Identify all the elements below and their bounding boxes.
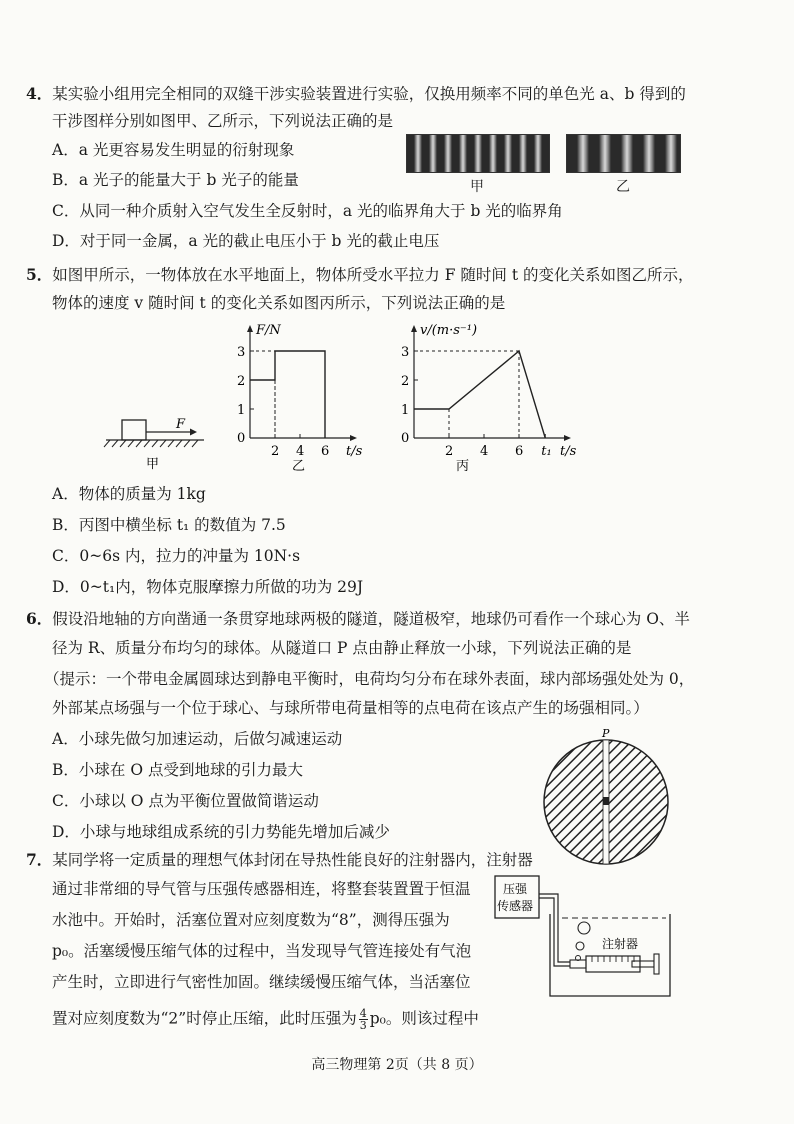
block	[122, 420, 146, 440]
water-pool	[550, 914, 670, 996]
q5-stem-line2: 物体的速度 v 随时间 t 的变化关系如图丙所示，下列说法正确的是	[52, 294, 506, 312]
q5-option-b: B．丙图中横坐标 t₁ 的数值为 7.5	[52, 516, 286, 534]
y-axis-arrow	[247, 325, 253, 332]
y-axis-label: v/(m·s⁻¹)	[420, 323, 478, 338]
q5-number: 5．	[26, 265, 53, 284]
fringe-pattern-jia	[406, 134, 550, 173]
force-arrow-head	[190, 429, 197, 436]
q6-hint-line2: 外部某点场强与一个位于球心、与球所带电荷量相等的点电荷在该点产生的场强相同。）	[52, 699, 649, 717]
q7-text1: 某同学将一定质量的理想气体封闭在导热性能良好的注射器内，注射器	[52, 851, 533, 869]
fringe-pattern-yi	[566, 134, 681, 173]
q6-option-b: B．小球在 O 点受到地球的引力最大	[52, 761, 303, 779]
origin-label: 0	[401, 431, 410, 446]
fig-jia-caption: 甲	[146, 457, 160, 472]
x-axis-label: t/s	[346, 444, 363, 459]
sensor-label-line2: 传感器	[497, 899, 534, 913]
q7-text6a: 置对应刻度数为“2”时停止压缩，此时压强为	[52, 1009, 357, 1028]
q4-stem-text1: 某实验小组用完全相同的双缝干涉实验装置进行实验，仅换用频率不同的单色光 a、b 得到的	[52, 85, 686, 103]
syringe-plunger-handle	[654, 954, 659, 974]
y-tick-label: 2	[237, 374, 246, 389]
y-tick-label: 3	[237, 345, 246, 360]
q6-hint-line1: （提示：一个带电金属圆球达到静电平衡时，电荷均匀分布在球外表面，球内部场强处处为 0，	[44, 670, 695, 688]
q4-number: 4．	[26, 84, 53, 103]
chart-caption: 丙	[456, 459, 470, 472]
y-tick-label: 2	[401, 374, 410, 389]
q5-option-d: D．0~t₁内，物体克服摩擦力所做的功为 29J	[52, 578, 364, 596]
q5-stem-line1	[26, 265, 694, 285]
x-tick-label: 4	[296, 444, 305, 459]
sensor-label-line1: 压强	[503, 882, 528, 896]
q7-line6	[52, 1008, 479, 1031]
chart-velocity-time	[396, 322, 596, 472]
q7-line3: 水池中。开始时，活塞位置对应刻度数为“8”，测得压强为	[52, 911, 450, 929]
y-tick-label: 1	[401, 403, 410, 418]
q6-stem-line2: 径为 R、质量分布均匀的球体。从隧道口 P 点由静止释放一小球，下列说法正确的是	[52, 639, 632, 657]
fringe-label-yi: 乙	[616, 179, 630, 195]
q6-stem-line1	[26, 609, 690, 629]
data-series-line	[250, 351, 325, 438]
q6-option-c: C．小球以 O 点为平衡位置做简谐运动	[52, 792, 319, 810]
fraction-denominator: 3	[359, 1019, 367, 1032]
ball	[603, 797, 609, 805]
fringe-label-jia: 甲	[470, 179, 484, 195]
q7-line2: 通过非常细的导气管与压强传感器相连，将整套装置置于恒温	[52, 880, 471, 898]
q7-text6b: p₀。则该过程中	[369, 1009, 479, 1028]
x-axis-arrow	[350, 435, 357, 441]
ground-hatching	[104, 440, 198, 447]
x-tick-label: 2	[271, 444, 280, 459]
syringe-nozzle	[570, 960, 586, 968]
page-footer: 高三物理第 2页（共 8 页）	[311, 1057, 483, 1073]
q7-line1	[26, 850, 533, 870]
q5-option-c: C．0~6s 内，拉力的冲量为 10N·s	[52, 547, 301, 565]
syringe-plunger-rod	[632, 961, 654, 967]
chart-caption: 乙	[292, 459, 306, 472]
syringe-label: 注射器	[602, 937, 639, 951]
q7-number: 7．	[26, 850, 53, 869]
x-tick-label: 6	[321, 444, 330, 459]
earth-tunnel-figure	[516, 727, 696, 867]
q6-option-d: D．小球与地球组成系统的引力势能先增加后减少	[52, 823, 390, 841]
q4-option-b: B．a 光子的能量大于 b 光子的能量	[52, 171, 299, 189]
q6-option-a: A．小球先做匀加速运动，后做匀减速运动	[52, 730, 343, 748]
air-tube-inner	[539, 898, 570, 966]
fraction-numerator: 4	[359, 1007, 367, 1020]
q4-option-c: C．从同一种介质射入空气发生全反射时，a 光的临界角大于 b 光的临界角	[52, 202, 563, 220]
q7-line5: 产生时，立即进行气密性加固。继续缓慢压缩气体，当活塞位	[52, 973, 471, 991]
x-tick-label: 4	[480, 444, 489, 459]
x-axis-arrow	[564, 435, 571, 441]
y-axis-arrow	[411, 325, 417, 332]
q7-line4: p₀。活塞缓慢压缩气体的过程中，当发现导气管连接处有气泡	[52, 942, 472, 960]
q5-fig-jia	[100, 412, 210, 474]
data-series-line	[414, 351, 545, 438]
y-tick-label: 1	[237, 403, 246, 418]
x-tick-label: t₁	[541, 444, 552, 459]
point-p-label: P	[602, 727, 610, 740]
y-axis-label: F/N	[256, 323, 281, 338]
q4-option-d: D．对于同一金属，a 光的截止电压小于 b 光的截止电压	[52, 232, 440, 250]
q5-option-a: A．物体的质量为 1kg	[52, 485, 206, 503]
x-tick-label: 6	[515, 444, 524, 459]
syringe-scale	[592, 956, 634, 962]
q4-option-a: A．a 光更容易发生明显的衍射现象	[52, 141, 295, 159]
syringe-apparatus-figure	[492, 872, 674, 1002]
x-tick-label: 2	[445, 444, 454, 459]
q6-stem-text1: 假设沿地轴的方向凿通一条贯穿地球两极的隧道，隧道极窄，地球仍可看作一个球心为 O、半	[52, 610, 690, 628]
q4-stem-line2: 干涉图样分别如图甲、乙所示，下列说法正确的是	[52, 112, 394, 130]
q4-stem-line1	[26, 84, 686, 104]
origin-label: 0	[237, 431, 246, 446]
bubble-large	[578, 922, 590, 934]
y-tick-label: 3	[401, 345, 410, 360]
bubble-medium	[576, 942, 584, 950]
fraction-4-3	[359, 1008, 368, 1031]
x-axis-label: t/s	[560, 444, 577, 459]
q6-number: 6．	[26, 609, 53, 628]
chart-force-time	[232, 322, 372, 472]
force-label: F	[176, 417, 186, 432]
q5-stem-text1: 如图甲所示，一物体放在水平地面上，物体所受水平拉力 F 随时间 t 的变化关系如图乙所示，	[52, 266, 694, 284]
